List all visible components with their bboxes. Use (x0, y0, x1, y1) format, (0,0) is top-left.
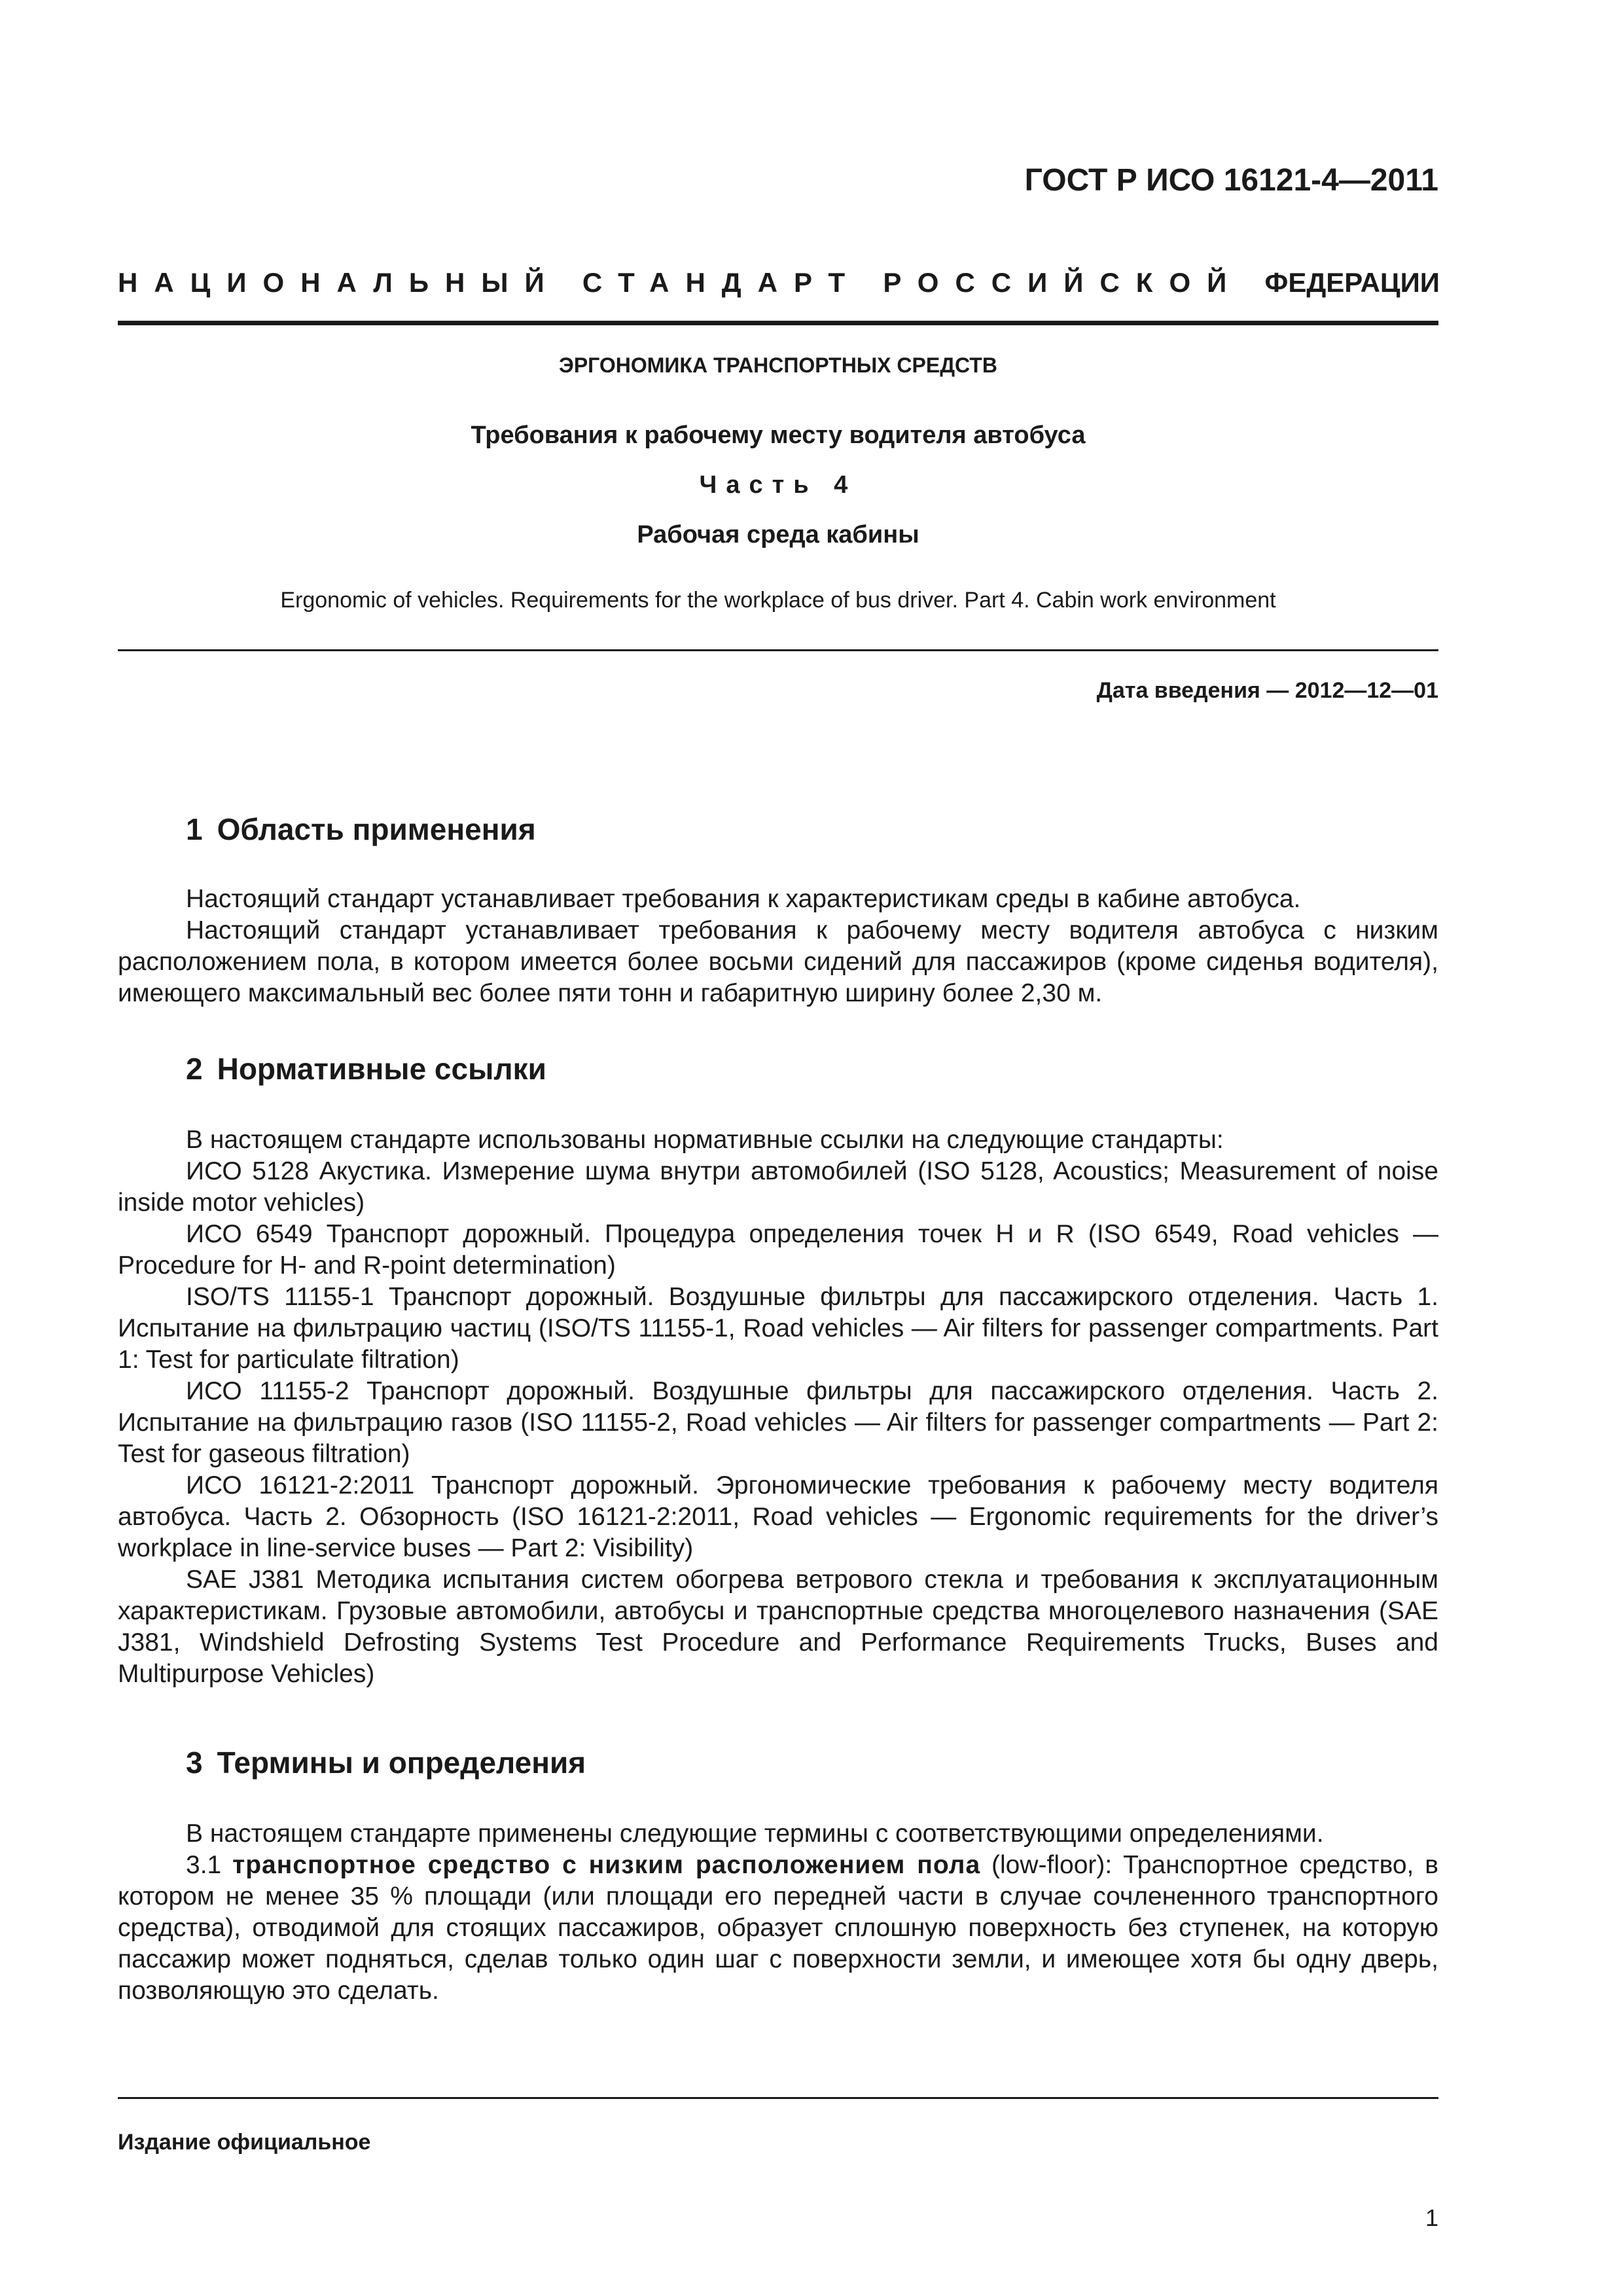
banner-word: РОССИЙСКОЙ (883, 267, 1243, 298)
document-code: ГОСТ Р ИСО 16121-4—2011 (1024, 163, 1438, 198)
english-title: Ergonomic of vehicles. Requirements for the workplace of bus driver. Part 4. Cabin work environment (280, 588, 1276, 613)
subject-heading: ЭРГОНОМИКА ТРАНСПОРТНЫХ СРЕДСТВ (559, 353, 997, 377)
section-number: 2 (186, 1052, 203, 1086)
banner-word: СТАНДАРТ (582, 267, 862, 298)
section-body (118, 884, 1438, 1009)
reference-item: ИСО 11155-2 Транспорт дорожный. Воздушные фильтры для пассажирского отделения. Часть 2. Испытание на фильтрацию газов (ISO 11155-2, Road vehicles — Air filters for passenger compartments — Part 2: Test for gaseous filtration) (118, 1377, 1438, 1468)
term-text: (low-floor): Транспортное средство, в котором не менее 35 % площади (или площади его передней части в случае сочлененного транспортного средства), отводимой для стоящих пассажиров, образует сплошную поверхность без ступенек, на которую пассажир может подняться, сделав только один шаг с поверхности земли, и имеющее хотя бы одну дверь, позволяющую это сделать. (118, 1851, 1438, 2005)
paragraph: В настоящем стандарте использованы нормативные ссылки на следующие стандарты: (186, 1126, 1224, 1154)
part-label: Часть 4 (699, 471, 857, 499)
section-title: Нормативные ссылки (217, 1052, 546, 1086)
section-title: Термины и определения (217, 1746, 586, 1780)
section-heading (186, 1745, 586, 1780)
section-heading (186, 1051, 546, 1086)
reference-item: ИСО 6549 Транспорт дорожный. Процедура определения точек H и R (ISO 6549, Road vehicles — Procedure for H- and R-point determination) (118, 1220, 1438, 1280)
header-divider (118, 321, 1438, 325)
section-heading (186, 812, 536, 847)
footer-divider (118, 2097, 1438, 2099)
section-title: Область применения (217, 812, 536, 846)
national-standard-banner (118, 267, 1440, 298)
paragraph: Настоящий стандарт устанавливает требования к рабочему месту водителя автобуса с низким расположением пола, в котором имеется более восьми сидений для пассажиров (кроме сиденья водителя), имеющего максимальный вес более пяти тонн и габаритную ширину более 2,30 м. (118, 916, 1438, 1007)
paragraph: В настоящем стандарте применены следующие термины с соответствующими определениями. (186, 1820, 1324, 1848)
reference-item: ISO/TS 11155-1 Транспорт дорожный. Воздушные фильтры для пассажирского отделения. Часть 1. Испытание на фильтрацию частиц (ISO/TS 11155-1, Road vehicles — Air filters for passenger compartments. Part 1: Test for particulate filtration) (118, 1283, 1438, 1374)
banner-word: НАЦИОНАЛЬНЫЙ (118, 267, 561, 298)
paragraph: Настоящий стандарт устанавливает требования к характеристикам среды в кабине автобуса. (186, 885, 1301, 913)
term-number: 3.1 (186, 1851, 222, 1879)
banner-word: ФЕДЕРАЦИИ (1264, 267, 1440, 298)
reference-item: ИСО 5128 Акустика. Измерение шума внутри автомобилей (ISO 5128, Acoustics; Measurement of noise inside motor vehicles) (118, 1157, 1438, 1217)
title-divider (118, 649, 1438, 651)
term-definition (118, 1850, 1438, 2007)
reference-item: ИСО 16121-2:2011 Транспорт дорожный. Эргономические требования к рабочему месту водителя автобуса. Часть 2. Обзорность (ISO 16121-2:2011, Road vehicles — Ergonomic requirements for the driver’s workplace in line-service buses — Part 2: Visibility) (118, 1471, 1438, 1562)
page-number: 1 (1425, 2204, 1438, 2231)
introduction-date: Дата введения — 2012—12—01 (1096, 678, 1438, 703)
section-body (118, 1818, 1438, 2007)
document-title: Требования к рабочему месту водителя автобуса (471, 422, 1086, 449)
section-number: 1 (186, 812, 203, 846)
section-body (118, 1124, 1438, 1690)
term-name: транспортное средство с низким расположением пола (232, 1851, 981, 1879)
reference-item: SAE J381 Методика испытания систем обогрева ветрового стекла и требования к эксплуатационным характеристикам. Грузовые автомобили, автобусы и транспортные средства многоцелевого назначения (SAE J381, Windshield Defrosting Systems Test Procedure and Performance Requirements Trucks, Buses and Multipurpose Vehicles) (118, 1566, 1438, 1688)
document-subtitle: Рабочая среда кабины (637, 521, 919, 548)
official-edition-label: Издание официальное (118, 2130, 371, 2155)
section-number: 3 (186, 1746, 203, 1780)
